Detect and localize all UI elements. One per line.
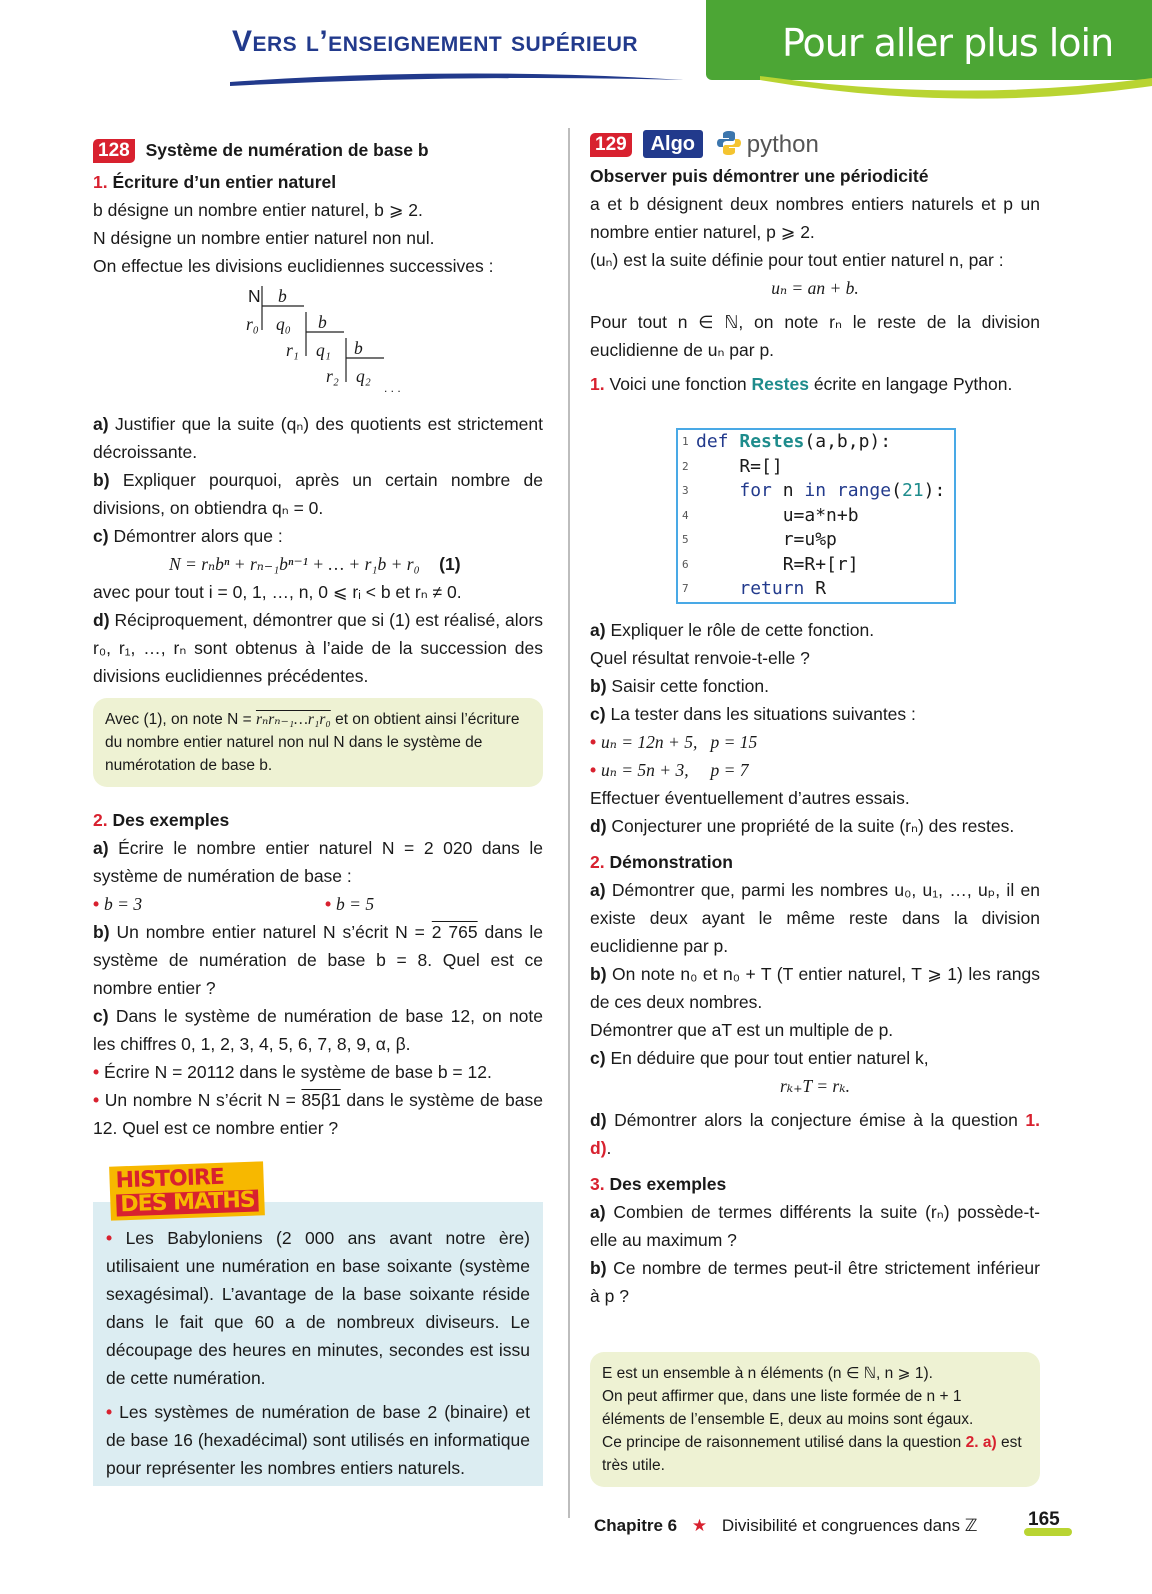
ex128-question-d: Réciproquement, démontrer que si (1) est réalisé, alors r₀, r₁, …, rₙ sont obtenus à l’aide de la succession des divisions euclidiennes précédentes. xyxy=(93,610,543,686)
ex129-question-b: Saisir cette fonction. xyxy=(611,676,769,696)
ex129-question-a-2: Quel résultat renvoie-t-elle ? xyxy=(590,648,810,668)
q2-formula: rₖ₊T = rₖ. xyxy=(780,1076,850,1096)
div-r1: r₁ xyxy=(286,340,299,360)
histoire-paragraph-1: Les Babyloniens (2 000 ans avant notre ère) utilisaient une numération en base soixante (système sexagésimal). L’avantage de la base soixante réside dans le fait que 60 a de nombreux diviseurs. Le découpage des heures en minutes, secondes est issu de cette numération. xyxy=(106,1228,530,1388)
remark-text: Avec (1), on note N = xyxy=(105,711,252,728)
div-b: b xyxy=(354,338,363,358)
ex128-number: 128 xyxy=(93,139,135,163)
function-name: Restes xyxy=(751,374,809,394)
ex129-other-tests: Effectuer éventuellement d’autres essais. xyxy=(590,788,910,808)
q2-question-b-2: Démontrer que aT est un multiple de p. xyxy=(590,1020,894,1040)
ex128-p2-question-a: Écrire le nombre entier naturel N = 2 020 dans le système de numération de base : xyxy=(93,838,543,886)
histoire-title-line2: DES MATHS xyxy=(116,1190,259,1217)
code-line: 4 u=a*n+b xyxy=(682,504,859,526)
code-line: 6 R=R+[r] xyxy=(682,553,859,575)
question-reference: 2. a) xyxy=(965,1434,997,1451)
ex129-question-a: Expliquer le rôle de cette fonction. xyxy=(610,620,875,640)
ex128-part2: 2. Des exemples a) Écrire le nombre entier naturel N = 2 020 dans le système de numération de base : • b = 3 • b = 5 b) Un nombre entier naturel N s’écrit N = 2 765 dans le système de numération de base b = 8. Quel est ce nombre entier ? c) Dans le système de numération de base 12, on note les chiffres 0, 1, 2, 3, 4, 5, 6, 7, 8, 9, α, β. • Écrire N = 20112 dans le système de base b = 12. • Un nombre N s’écrit N = 85β1 dans le système de base 12. Quel est ce nombre entier ? xyxy=(93,810,543,1138)
ex129-heading xyxy=(590,130,819,159)
python-label: python xyxy=(746,131,819,158)
remark-text: et on obtient ainsi l’écriture du nombre entier naturel non nul N dans le système de numérotation de base b. xyxy=(105,711,520,774)
part2-number: 2. xyxy=(93,810,108,830)
footer-chapter: Chapitre 6 xyxy=(594,1516,678,1535)
q2-number: 2. xyxy=(590,852,605,872)
overlined-number: 2 765 xyxy=(431,922,478,942)
ex128-line: N désigne un nombre entier naturel non nul. xyxy=(93,228,435,248)
div-q1: q₁ xyxy=(316,340,331,360)
code-line: 2 R=[] xyxy=(682,455,783,477)
header-lime-swoosh xyxy=(760,74,1152,106)
ex128-p2-question-b-rest: dans le système de numération de base b = 8. Quel est ce nombre entier ? xyxy=(93,922,543,998)
bullet-write-base-12: Écrire N = 20112 dans le système de base b = 12. xyxy=(104,1062,492,1082)
div-r0: r₀ xyxy=(246,314,259,334)
remark-overlined-number: rₙrₙ₋₁…r₁r₀ xyxy=(255,711,331,728)
part1-title: Écriture d’un entier naturel xyxy=(112,172,337,192)
div-b: b xyxy=(278,286,287,306)
header-swoosh-decoration xyxy=(228,68,688,90)
div-N: N xyxy=(248,286,261,306)
algo-badge: Algo xyxy=(643,130,703,158)
ex129-number: 129 xyxy=(590,133,632,157)
div-r2: r₂ xyxy=(326,366,339,386)
ex128-line: On effectue les divisions euclidiennes successives : xyxy=(93,256,494,276)
ex129-title: Observer puis démontrer une périodicité xyxy=(590,166,929,186)
remark-line: E est un ensemble à n éléments (n ∈ ℕ, n ⩾ 1). xyxy=(602,1365,933,1382)
test-case-1: uₙ = 12n + 5, p = 15 xyxy=(601,732,758,752)
div-b: b xyxy=(318,312,327,332)
star-icon: ★ xyxy=(691,1516,708,1535)
ex128-p2-question-b: Un nombre entier naturel N s’écrit N = xyxy=(116,922,425,942)
q2-title: Démonstration xyxy=(609,852,733,872)
division-diagram xyxy=(240,282,420,402)
ex128-question-a: Justifier que la suite (qₙ) des quotients est strictement décroissante. xyxy=(93,414,543,462)
bullet-base-3: b = 3 xyxy=(104,894,143,914)
code-line: 3 for n in range(21): xyxy=(682,480,946,501)
q1-number: 1. xyxy=(590,374,605,394)
bullet-base-5: b = 5 xyxy=(336,894,375,914)
header-banner-title: Pour aller plus loin xyxy=(782,21,1114,65)
q1-text-rest: écrite en langage Python. xyxy=(813,374,1013,394)
div-q0: q₀ xyxy=(276,314,291,334)
histoire-paragraph-2: Les systèmes de numération de base 2 (binaire) et de base 16 (hexadécimal) sont utilisés en informatique pour représenter les nombres entiers naturels. xyxy=(106,1402,530,1478)
ex128-questions: a) Justifier que la suite (qₙ) des quotients est strictement décroissante. b) Expliquer pourquoi, après un certain nombre de divisions, on obtiendra qₙ = 0. c) Démontrer alors que : N = rₙbⁿ + rₙ₋₁bⁿ⁻¹ + … + r₁b + r₀ (1) avec pour tout i = 0, 1, …, n, 0 ⩽ rᵢ < b et rₙ ≠ 0. d) Réciproquement, démontrer que si (1) est réalisé, alors r₀, r₁, …, rₙ sont obtenus à l’aide de la succession des divisions euclidiennes précédentes. xyxy=(93,414,543,686)
ex128-question-c: Démontrer alors que : xyxy=(113,526,283,546)
python-code-block xyxy=(676,428,956,604)
ex129-intro-3: Pour tout n ∈ ℕ, on note rₙ le reste de la division euclidienne de uₙ par p. xyxy=(590,312,1040,360)
ex128-part1 xyxy=(93,168,543,280)
ex129-question-c: La tester dans les situations suivantes : xyxy=(610,704,916,724)
ex128-p2-question-c: Dans le système de numération de base 12, on note les chiffres 0, 1, 2, 3, 4, 5, 6, 7, 8, 9, α, β. xyxy=(93,1006,543,1054)
footer xyxy=(594,1512,977,1540)
ex129-intro xyxy=(590,162,1040,398)
remark-line-end: est très utile. xyxy=(602,1434,1022,1474)
ex128-title: Système de numération de base b xyxy=(145,140,429,160)
ex128-formula-tag: (1) xyxy=(439,554,461,574)
histoire-text: • Les Babyloniens (2 000 ans avant notre ère) utilisaient une numération en base soixante (système sexagésimal). L’avantage de la base soixante réside dans le fait que 60 a de nombreux diviseurs. Le découpage des heures en minutes, secondes est issu de cette numération. • Les systèmes de numération de base 2 (binaire) et de base 16 (hexadécimal) sont utilisés en informatique pour représenter les nombres entiers naturels. xyxy=(106,1228,530,1478)
bullet-number-base-12: Un nombre N s’écrit N = xyxy=(104,1090,296,1110)
q2-question-c: En déduire que pour tout entier naturel k, xyxy=(610,1048,929,1068)
code-line: 1 def Restes(a,b,p): xyxy=(682,431,892,452)
div-dots: . . . xyxy=(384,381,401,395)
ex129-question-d: Conjecturer une propriété de la suite (rₙ) des restes. xyxy=(611,816,1015,836)
ex129-remark xyxy=(590,1352,1040,1487)
ex128-formula-condition: avec pour tout i = 0, 1, …, n, 0 ⩽ rᵢ < b et rₙ ≠ 0. xyxy=(93,582,462,602)
overlined-number: 85β1 xyxy=(301,1090,341,1110)
code-line: 7 return R xyxy=(682,578,827,599)
ex129-intro-2: (uₙ) est la suite définie pour tout entier naturel n, par : xyxy=(590,250,1004,270)
q2-question-b: On note n₀ et n₀ + T (T entier naturel, T ⩾ 1) les rangs de ces deux nombres. xyxy=(590,964,1040,1012)
ex128-formula: N = rₙbⁿ + rₙ₋₁bⁿ⁻¹ + … + r₁b + r₀ xyxy=(169,554,420,574)
ex128-question-b: Expliquer pourquoi, après un certain nombre de divisions, on obtiendra qₙ = 0. xyxy=(93,470,543,518)
remark-line: On peut affirmer que, dans une liste formée de n + 1 éléments de l’ensemble E, deux au moins sont égaux. xyxy=(602,1388,974,1428)
column-divider xyxy=(568,128,570,1518)
part1-number: 1. xyxy=(93,172,108,192)
q3-title: Des exemples xyxy=(609,1174,727,1194)
ex128-heading xyxy=(93,136,429,164)
ex128-remark xyxy=(93,698,543,787)
q1-text: Voici une fonction xyxy=(609,374,747,394)
ex129-questions: a) Expliquer le rôle de cette fonction. Quel résultat renvoie-t-elle ? b) Saisir cette fonction. c) La tester dans les situations suivantes : • uₙ = 12n + 5, p = 15 • uₙ = 5n + 3, p = 7 Effectuer éventuellement d’autres essais. d) Conjecturer une propriété de la suite (rₙ) des restes. 2. Démonstration a) Démontrer que, parmi les nombres u₀, u₁, …, uₚ, il en existe deux ayant le même reste dans la division euclidienne par p. b) On note n₀ et n₀ + T (T entier naturel, T ⩾ 1) les rangs de ces deux nombres. Démontrer que aT est un multiple de p. c) En déduire que pour tout entier naturel k, rₖ₊T = rₖ. d) Démontrer alors la conjecture émise à la question 1. d). 3. Des exemples a) Combien de termes différents la suite (rₙ) possède-t-elle au maximum ? b) Ce nombre de termes peut-il être strictement inférieur à p ? xyxy=(590,620,1040,1306)
histoire-title-line1: HISTOIRE xyxy=(115,1164,225,1194)
q3-number: 3. xyxy=(590,1174,605,1194)
bullet-number-base-12-rest: dans le système de base 12. Quel est ce nombre entier ? xyxy=(93,1090,543,1138)
div-q2: q₂ xyxy=(356,366,371,386)
remark-line: Ce principe de raisonnement utilisé dans la question xyxy=(602,1434,962,1451)
ex129-intro-1: a et b désignent deux nombres entiers naturels et p un nombre entier naturel, p ⩾ 2. xyxy=(590,194,1040,242)
python-logo-icon xyxy=(716,130,742,156)
q2-question-a: Démontrer que, parmi les nombres u₀, u₁, …, uₚ, il en existe deux ayant le même reste dans la division euclidienne par p. xyxy=(590,880,1040,956)
part2-title: Des exemples xyxy=(112,810,230,830)
question-reference: 1. d) xyxy=(590,1110,1040,1158)
code-line: 5 r=u%p xyxy=(682,529,837,550)
test-case-2: uₙ = 5n + 3, p = 7 xyxy=(601,760,749,780)
q2-question-d: Démontrer alors la conjecture émise à la question xyxy=(614,1110,1018,1130)
footer-chapter-title: Divisibilité et congruences dans ℤ xyxy=(721,1516,978,1535)
q2-question-d-end: . xyxy=(606,1138,612,1158)
ex129-definition: uₙ = an + b. xyxy=(771,278,859,298)
header-section-title: Vers l’enseignement supérieur xyxy=(232,25,639,58)
q3-question-b: Ce nombre de termes peut-il être strictement inférieur à p ? xyxy=(590,1258,1040,1306)
q3-question-a: Combien de termes différents la suite (rₙ) possède-t-elle au maximum ? xyxy=(590,1202,1040,1250)
histoire-title xyxy=(109,1161,265,1220)
page-number: 165 xyxy=(1028,1509,1060,1530)
ex128-line: b désigne un nombre entier naturel, b ⩾ 2. xyxy=(93,200,423,220)
